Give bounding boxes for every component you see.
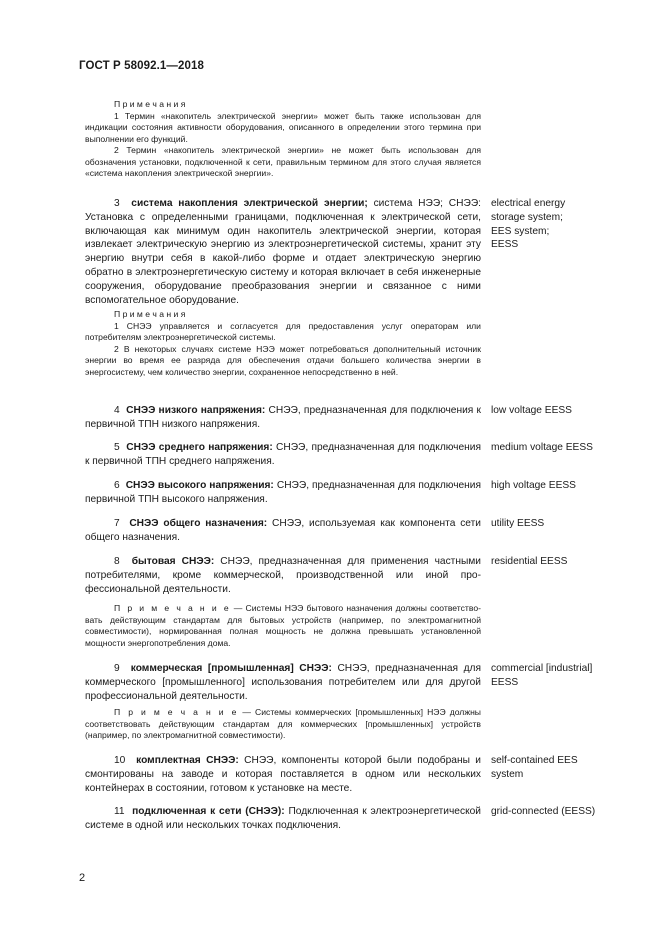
note-text: — Системы коммерческих [промышленных] НЭЭ должны соответствовать действующим стандартам для коммерческих [промышленных] устройств (например, по электромагнитной совместимости). [85,707,481,740]
note-block-9 [85,707,481,742]
term-number: 9 [114,663,120,674]
term-entry-9 [85,662,481,703]
term-entry-5 [85,441,481,469]
term-english-3 [491,197,616,252]
term-english-9 [491,662,616,690]
term-name: СНЭЭ высокого напряжения: [125,480,274,491]
term-english-7: utility EESS [491,518,545,529]
term-definition: СНЭЭ, компоненты которой были подобраны и смонтированы на заводе и которая поставляется в одном или нескольких контейнерах в состоянии, готовом к установке на месте. [85,755,481,794]
note-heading: П р и м е ч а н и е [114,707,239,717]
term-entry-8 [85,555,481,596]
term-name: СНЭЭ среднего напряжения: [126,442,273,453]
note-heading: П р и м е ч а н и я [114,99,186,109]
note-heading: П р и м е ч а н и е [114,603,231,613]
term-definition: СНЭЭ, предназначенная для применения частными потребителями, кроме коммерческой, производственной или иной профессиональной деятельности. [85,556,481,595]
term-definition: СНЭЭ, предназначенная для подключения первичной ТПН высокого напряжения. [85,480,481,505]
english-term-line: EESS [491,676,519,688]
term-number: 3 [114,198,120,209]
term-english-10 [491,754,616,782]
term-number: 11 [114,806,125,817]
term-definition: Подключенная к электроэнергетической системе в одной или нескольких точках подключения. [85,806,481,831]
note-text: 1 Термин «накопитель электрической энергии» может быть также использован для индикации состояния активности оборудования, описанного в определении этого термина при выполнении его функций. [85,110,481,144]
note-block-1 [85,99,481,180]
term-name: бытовая СНЭЭ: [131,556,215,567]
note-text: 2 В некоторых случаях системе НЭЭ может потребоваться дополнительный источник энергии во время ее разряда для обеспечения отдачи большего количества энергии в энергосистему, чем количество энергии, сохраненное непосредственно в ней. [85,343,481,377]
note-block-8 [85,603,481,649]
note-text: 2 Термин «накопитель электрической энергии» не может быть использован для обозначения установки, подключенной к сети, правильным термином для этого случая является «система накопления электрической энергии». [85,145,481,178]
term-name: коммерческая [промышленная] СНЭЭ: [130,663,332,674]
note-text: 1 СНЭЭ управляется и согласуется для предоставления услуг операторам или потребителям электроэнергетической системы. [85,320,481,342]
document-header: ГОСТ Р 58092.1—2018 [79,60,204,72]
note-heading: П р и м е ч а н и я [114,309,186,319]
english-term-line: system [491,768,524,780]
english-term-line: commercial [industrial] [491,663,593,674]
english-term-line: storage system; [491,211,563,223]
term-english-5: medium voltage EESS [491,442,593,453]
term-english-4: low voltage EESS [491,405,572,416]
english-term-line: EESS [491,239,519,251]
term-english-8: residential EESS [491,556,568,567]
term-entry-3 [85,197,481,307]
term-name: СНЭЭ низкого напряжения: [126,405,266,416]
term-entry-6 [85,479,481,507]
term-name: комплектная СНЭЭ: [136,755,239,766]
term-number: 4 [114,405,120,416]
english-term-line: electrical energy [491,198,566,209]
term-number: 6 [114,480,120,491]
term-name: система накопления электрической энергии; [131,198,368,209]
term-number: 8 [114,556,120,567]
term-number: 10 [114,755,126,766]
term-english-11: grid-connected (EESS) [491,806,596,817]
term-entry-10 [85,754,481,795]
term-entry-7 [85,517,481,545]
term-definition: СНЭЭ, используемая как компонента сети общего назначения. [85,518,481,543]
page-number: 2 [79,872,86,884]
term-entry-4 [85,404,481,432]
term-english-6: high voltage EESS [491,480,576,491]
term-entry-11 [85,805,481,833]
term-definition: СНЭЭ, предназначенная для подключения к первичной ТПН среднего напряжения. [85,442,481,467]
note-text: — Системы НЭЭ бытового назначения должны соответствовать действующим стандартам для бытовых устройств (например, по электромагнитной совместимости), нормированная полная мощность не должна превышать установленной мощности энергопотребления дома. [85,603,481,648]
term-definition: СНЭЭ, предназначенная для подключения к первичной ТПН низкого напряжения. [85,405,481,430]
term-name: подключенная к сети (СНЭЭ): [132,806,285,817]
term-number: 7 [114,518,120,529]
term-name: СНЭЭ общего назначения: [129,518,268,529]
term-definition: СНЭЭ, предназначенная для коммерческого [промышленного] использования потребителем или для другой профессиональной деятельности. [85,663,481,702]
term-number: 5 [114,442,120,453]
term-definition: система НЭЭ; СНЭЭ: Установка с определенными границами, подключенная к электрической сети, включающая как минимум один накопитель электрической энергии, которая извлекает электрическую энергию из электроэнергетической системы, хранит эту энергию внутри себя в какой-либо форме и отдает электрическую энергию обратно в электроэнергетическую систему и которая включает в себя инженерные сооружения, оборудование преобразования энергии и связанное с ними вспомогательное оборудование. [85,198,481,306]
english-term-line: self-contained EES [491,755,578,766]
note-block-3 [85,309,481,378]
english-term-line: EES system; [491,225,550,237]
